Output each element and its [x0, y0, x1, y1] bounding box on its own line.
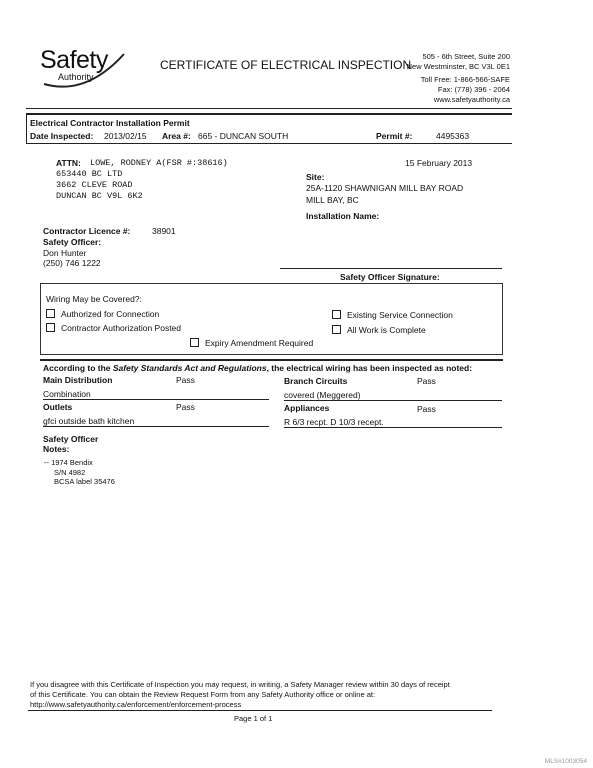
permit-number-value: 4495363 [436, 131, 470, 141]
signature-label: Safety Officer Signature: [340, 272, 440, 282]
notes-line-3: BCSA label 35476 [54, 477, 115, 486]
appliances-note: R 6/3 recpt. D 10/3 recept. [284, 417, 384, 427]
date-issued: 15 February 2013 [405, 158, 473, 168]
attn-city: DUNCAN BC V9L 6K2 [56, 191, 143, 201]
mls-watermark: MLS#1003054 [544, 758, 587, 765]
toll-free-number: Toll Free: 1-866-566-SAFE [420, 75, 510, 84]
divider-top [26, 108, 512, 109]
appliances-label: Appliances [284, 403, 330, 413]
checkbox-authorized-label: Authorized for Connection [61, 309, 160, 319]
checkbox-contractor-authorization[interactable] [46, 323, 181, 333]
outlets-label: Outlets [43, 402, 73, 412]
permit-number-label: Permit #: [376, 131, 413, 141]
notes-label-line-2: Notes: [43, 444, 70, 454]
wiring-question: Wiring May be Covered?: [46, 294, 142, 304]
main-distribution-label: Main Distribution [43, 375, 113, 385]
checkbox-authorized-connection[interactable] [46, 309, 159, 319]
area-value: 665 - DUNCAN SOUTH [198, 131, 289, 141]
divider-top-thick [26, 113, 512, 115]
date-inspected-label: Date Inspected: [30, 131, 94, 141]
safety-officer-label: Safety Officer: [43, 237, 102, 247]
page-number: Page 1 of 1 [234, 714, 273, 723]
checkbox-complete-label: All Work is Complete [347, 325, 426, 335]
branch-circuits-underline [284, 400, 502, 401]
footer-divider [28, 710, 492, 711]
fax-number: Fax: (778) 396 - 2064 [437, 85, 510, 94]
checkbox-expiry-label: Expiry Amendment Required [205, 338, 314, 348]
website-address: www.safetyauthority.ca [433, 95, 510, 104]
main-distribution-underline [43, 399, 269, 400]
checkbox-contractor-label: Contractor Authorization Posted [61, 323, 182, 333]
footer-line-1: If you disagree with this Certificate of Inspection you may request, in writing, a Safety Manager review within 30 days of receipt [30, 680, 450, 689]
attn-label: ATTN: [56, 158, 81, 168]
address-line-2: New Westminster, BC V3L 0E1 [406, 62, 510, 71]
checkbox-all-work-complete[interactable] [332, 325, 426, 335]
site-address-line-2: MILL BAY, BC [306, 195, 359, 205]
statement-act: Safety Standards Act and Regulations [112, 363, 267, 373]
logo-text-safety: Safety [40, 46, 108, 74]
checkbox-icon[interactable] [46, 309, 55, 318]
checkbox-icon[interactable] [46, 323, 55, 332]
outlets-note: gfci outside bath kitchen [43, 416, 135, 426]
outlets-underline [43, 426, 269, 427]
appliances-underline [284, 427, 502, 428]
divider-inspection-top [40, 359, 503, 361]
footer-url: http://www.safetyauthority.ca/enforcement/enforcement-process [30, 700, 242, 709]
permit-box-left [26, 114, 27, 144]
notes-label-line-1: Safety Officer [43, 434, 99, 444]
inspection-statement [43, 363, 472, 373]
safety-officer-phone: (250) 746 1222 [43, 258, 101, 268]
site-address-line-1: 25A-1120 SHAWNIGAN MILL BAY ROAD [306, 183, 464, 193]
main-distribution-note: Combination [43, 389, 91, 399]
notes-line-2: S/N 4982 [54, 468, 86, 477]
branch-circuits-status: Pass [417, 376, 436, 386]
checkbox-existing-service[interactable] [332, 310, 453, 320]
safety-officer-name: Don Hunter [43, 248, 87, 258]
logo-text-authority: Authority [58, 72, 94, 82]
contractor-licence-label: Contractor Licence #: [43, 226, 131, 236]
footer-line-2: of this Certificate. You can obtain the Review Request Form from any Safety Authority office or online at: [30, 690, 376, 699]
permit-heading: Electrical Contractor Installation Permit [30, 118, 190, 128]
divider-permit-bottom [26, 143, 512, 144]
attn-company: 653440 BC LTD [56, 169, 123, 179]
date-inspected-value: 2013/02/15 [104, 131, 147, 141]
attn-name: LOWE, RODNEY A(FSR #:38616) [90, 158, 228, 168]
outlets-status: Pass [176, 402, 195, 412]
checkbox-existing-label: Existing Service Connection [347, 310, 453, 320]
branch-circuits-label: Branch Circuits [284, 376, 348, 386]
document-title: CERTIFICATE OF ELECTRICAL INSPECTION [160, 58, 412, 72]
appliances-status: Pass [417, 404, 436, 414]
checkbox-expiry-amendment[interactable] [190, 338, 313, 348]
branch-circuits-note: covered (Meggered) [284, 390, 361, 400]
area-label: Area #: [162, 131, 191, 141]
signature-line [280, 268, 502, 269]
site-label: Site: [306, 172, 325, 182]
checkbox-icon[interactable] [332, 310, 341, 319]
statement-prefix: According to the [43, 363, 113, 373]
statement-suffix: , the electrical wiring has been inspected as noted: [266, 363, 473, 373]
checkbox-icon[interactable] [190, 338, 199, 347]
main-distribution-status: Pass [176, 375, 195, 385]
checkbox-icon[interactable] [332, 325, 341, 334]
notes-line-1: -- 1974 Bendix [44, 458, 93, 467]
address-line-1: 505 - 6th Street, Suite 200 [422, 52, 510, 61]
attn-street: 3662 CLEVE ROAD [56, 180, 133, 190]
contractor-licence-value: 38901 [152, 226, 176, 236]
installation-name-label: Installation Name: [306, 211, 380, 221]
